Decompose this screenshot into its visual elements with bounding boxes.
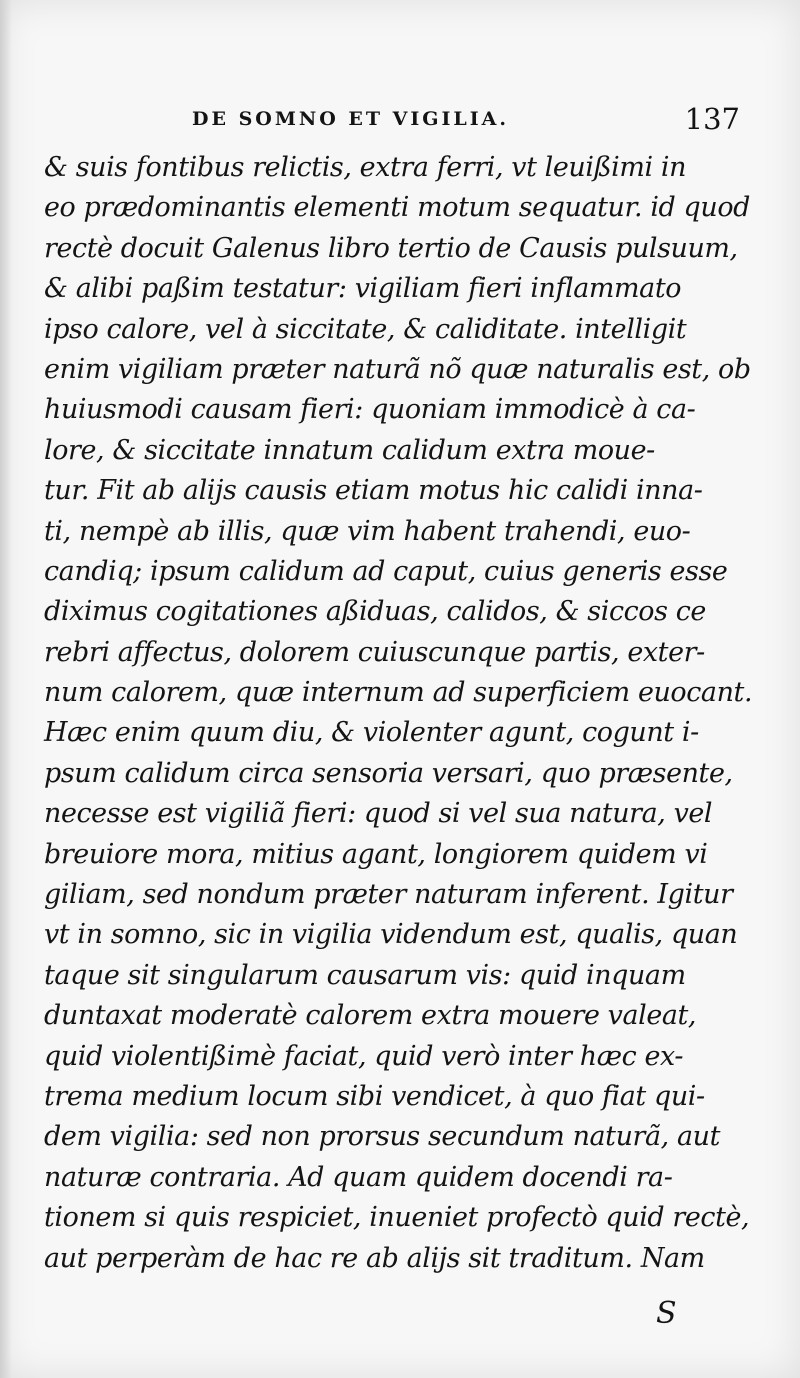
page-header: [150, 102, 740, 142]
text-line: naturæ contraria. Ad quam quidem docendi ra-: [44, 1161, 673, 1193]
text-line: ipso calore, vel à siccitate, & caliditate. intelligit: [44, 313, 687, 345]
text-line: rectè docuit Galenus libro tertio de Causis pulsuum,: [44, 232, 738, 264]
signature-mark: S: [656, 1296, 677, 1331]
text-line: vt in somno, sic in vigilia videndum est, qualis, quan: [44, 919, 738, 951]
text-line: giliam, sed nondum præter naturam inferent. Igitur: [44, 879, 733, 911]
text-line: Hæc enim quum diu, & violenter agunt, cogunt i-: [44, 717, 699, 749]
text-line: taque sit singularum causarum vis: quid inquam: [44, 959, 686, 991]
text-line: dem vigilia: sed non prorsus secundum naturã, aut: [44, 1121, 721, 1153]
text-line: candiq; ipsum calidum ad caput, cuius generis esse: [44, 555, 728, 587]
text-line: & alibi paßim testatur: vigiliam fieri inflammato: [44, 273, 682, 305]
text-line: duntaxat moderatè calorem extra mouere valeat,: [44, 1000, 697, 1032]
running-head: DE SOMNO ET VIGILIA.: [192, 108, 509, 130]
text-line: quid violentißimè faciat, quid verò inter hæc ex-: [44, 1040, 684, 1072]
text-line: huiusmodi causam fieri: quoniam immodicè à ca-: [44, 394, 696, 426]
text-line: diximus cogitationes aßiduas, calidos, & siccos ce: [44, 596, 706, 628]
text-line: num calorem, quæ internum ad superficiem euocant.: [44, 677, 753, 709]
text-line: rebri affectus, dolorem cuiuscunque partis, exter-: [44, 636, 705, 668]
page-number: 137: [684, 102, 740, 136]
text-line: lore, & siccitate innatum calidum extra moue-: [44, 434, 655, 466]
text-line: eo prædominantis elementi motum sequatur. id quod: [44, 192, 750, 224]
page-gutter-shadow: [0, 0, 12, 1378]
text-line: aut perperàm de hac re ab alijs sit traditum. Nam: [44, 1242, 705, 1274]
text-line: breuiore mora, mitius agant, longiorem quidem vi: [44, 838, 708, 870]
text-line: necesse est vigiliã fieri: quod si vel sua natura, vel: [44, 798, 713, 830]
text-line: tur. Fit ab alijs causis etiam motus hic calidi inna-: [44, 475, 703, 507]
body-text: [44, 148, 764, 1279]
text-line: tionem si quis respiciet, inueniet profectò quid rectè,: [44, 1202, 750, 1234]
text-line: trema medium locum sibi vendicet, à quo fiat qui-: [44, 1080, 705, 1112]
text-line: ti, nempè ab illis, quæ vim habent trahendi, euo-: [44, 515, 691, 547]
text-line: enim vigiliam præter naturã nõ quæ naturalis est, ob: [44, 353, 751, 385]
text-line: & suis fontibus relictis, extra ferri, vt leuißimi in: [44, 152, 687, 183]
text-line: psum calidum circa sensoria versari, quo præsente,: [44, 757, 733, 789]
